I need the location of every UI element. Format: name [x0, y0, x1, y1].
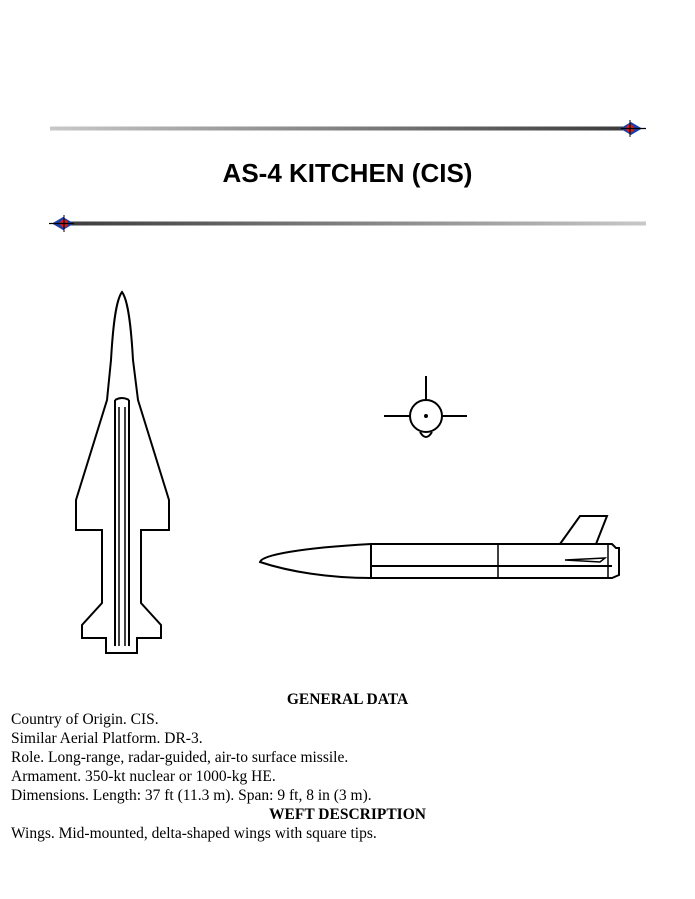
- general-data-heading: GENERAL DATA: [286, 691, 409, 708]
- page-title: AS-4 KITCHEN (CIS): [222, 158, 473, 188]
- front-view: [384, 376, 467, 437]
- dimensions: Dimensions. Length: 37 ft (11.3 m). Span: 9 ft, 8 in (3 m).: [11, 787, 372, 804]
- role: Role. Long-range, radar-guided, air-to surface missile.: [11, 749, 349, 766]
- side-view: [260, 516, 619, 578]
- country-of-origin: Country of Origin. CIS.: [11, 711, 159, 728]
- wings-description: Wings. Mid-mounted, delta-shaped wings with square tips.: [11, 825, 377, 842]
- similar-platform: Similar Aerial Platform. DR-3.: [11, 730, 203, 747]
- top-view: [76, 292, 169, 653]
- armament: Armament. 350-kt nuclear or 1000-kg HE.: [11, 768, 276, 785]
- weft-description-heading: WEFT DESCRIPTION: [269, 806, 426, 823]
